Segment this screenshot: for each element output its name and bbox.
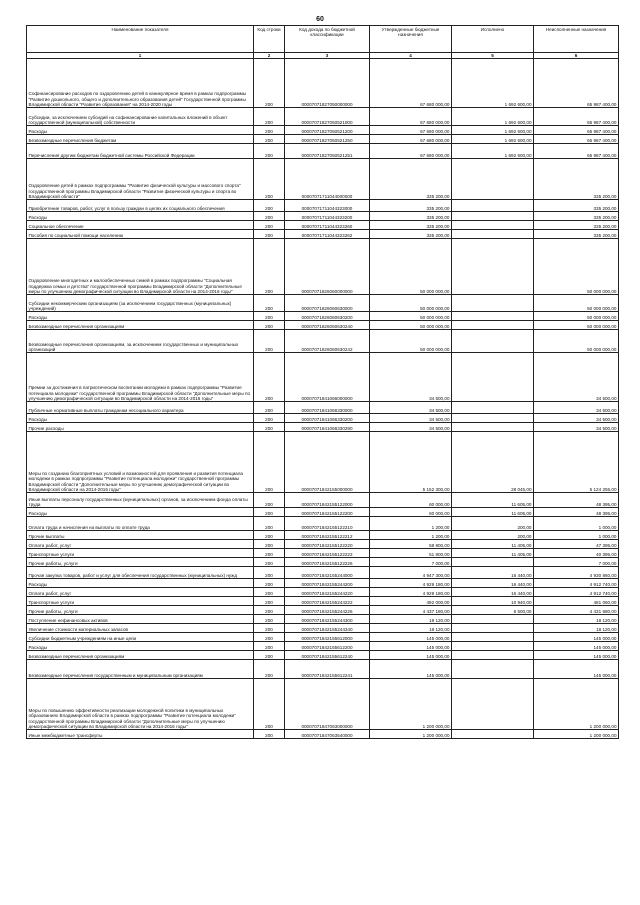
row-remaining-cell: 65 987 400,00 [534,108,619,126]
row-executed-cell [452,730,534,739]
row-executed-cell [452,221,534,230]
table-row [27,517,619,531]
row-remaining-cell: 50 000 000,00 [534,295,619,312]
table-row [27,642,619,651]
row-remaining-cell: 65 987 400,00 [534,144,619,159]
row-name-cell: Прочая закупка товаров, работ и услуг для обеспечения государственных (муниципальных) нужд [27,567,254,579]
table-row [27,588,619,597]
row-classification-cell: 00007071842155244220 [285,588,370,597]
row-code-cell: 200 [254,414,285,423]
row-code-cell: 200 [254,212,285,221]
table-row [27,531,619,540]
table-row [27,200,619,212]
column-number: 3 [285,53,370,59]
row-approved-cell: 60 000,00 [370,508,452,517]
row-name-cell: Оздоровление детей в рамках подпрограммы "Развитие физической культуры и массового спорта" государственной программы Владимирской области "Развитие физической культуры и спорта во Владимирской области" [27,159,254,200]
row-remaining-cell: 34 500,00 [534,414,619,423]
row-approved-cell: 50 000 000,00 [370,312,452,321]
row-executed-cell: 5 500,00 [452,606,534,615]
table-row [27,239,619,295]
row-remaining-cell: 5 124 255,00 [534,432,619,493]
table-row [27,660,619,679]
row-executed-cell [452,679,534,730]
header-indicator-name: Наименование показателя [27,26,254,53]
table-row [27,353,619,402]
row-remaining-cell: 145 000,00 [534,642,619,651]
table-row [27,432,619,493]
row-remaining-cell: 18 120,00 [534,615,619,624]
row-executed-cell [452,423,534,432]
row-name-cell: Поступление нефинансовых активов [27,615,254,624]
table-row [27,108,619,126]
row-approved-cell: 1 200,00 [370,531,452,540]
table-row [27,295,619,312]
row-executed-cell [452,212,534,221]
table-row [27,493,619,508]
row-remaining-cell: 4 930 860,00 [534,567,619,579]
row-classification-cell: 00007071842155122200 [285,508,370,517]
row-classification-cell: 00007071842155612240 [285,651,370,660]
row-code-cell: 200 [254,660,285,679]
row-name-cell: Безвозмездные перечисления организациям, за исключением государственных и муниципальных организаций [27,330,254,353]
header-income-code: Код дохода по бюджетной классификации [285,26,370,53]
table-row [27,540,619,549]
row-name-cell: Расходы [27,126,254,135]
row-name-cell: Оплата работ, услуг [27,588,254,597]
row-classification-cell: 00007071711044323000 [285,200,370,212]
row-approved-cell: 5 152 300,00 [370,432,452,493]
row-remaining-cell: 65 987 400,00 [534,135,619,144]
row-classification-cell: 00007071827050521000 [285,108,370,126]
row-remaining-cell: 1 000,00 [534,517,619,531]
table-row [27,679,619,730]
row-executed-cell: 200,00 [452,531,534,540]
page-number: 60 [316,16,324,23]
row-remaining-cell: 65 987 400,00 [534,59,619,108]
row-classification-cell: 00007071842155612200 [285,642,370,651]
row-executed-cell [452,615,534,624]
row-name-cell: Расходы [27,312,254,321]
header-approved: Утвержденные бюджетные назначения [370,26,452,53]
row-remaining-cell: 48 395,00 [534,508,619,517]
table-row [27,633,619,642]
table-row [27,423,619,432]
row-classification-cell: 00007071826060630242 [285,330,370,353]
row-name-cell: Расходы [27,642,254,651]
row-executed-cell: 1 692 600,00 [452,135,534,144]
table-row [27,549,619,558]
row-remaining-cell: 145 000,00 [534,660,619,679]
row-code-cell: 200 [254,312,285,321]
row-name-cell: Приобретение товаров, работ, услуг в пользу граждан в целях их социального обеспечения [27,200,254,212]
row-executed-cell [452,295,534,312]
row-executed-cell: 1 692 600,00 [452,144,534,159]
table-row [27,330,619,353]
row-code-cell: 200 [254,606,285,615]
row-classification-cell: 00007071841066330200 [285,414,370,423]
row-remaining-cell: 50 000 000,00 [534,321,619,330]
row-name-cell: Расходы [27,414,254,423]
row-classification-cell: 00007071826060630200 [285,312,370,321]
row-classification-cell: 00007071827050000000 [285,59,370,108]
row-remaining-cell: 145 000,00 [534,633,619,642]
row-code-cell: 200 [254,615,285,624]
row-remaining-cell: 4 912 740,00 [534,579,619,588]
row-code-cell: 200 [254,230,285,239]
row-code-cell: 200 [254,651,285,660]
row-approved-cell: 18 120,00 [370,615,452,624]
row-name-cell: Софинансирование расходов по оздоровлению детей в каникулярное время в рамках подпрограммы "Развитие дошкольного, общего и дополнительного образования детей" Государственной программы Владимирской области "Развитие образования" на 2014-2020 годы [27,59,254,108]
row-code-cell: 200 [254,624,285,633]
row-name-cell: Премии за достижения в патриотическом воспитании молодежи в рамках подпрограммы "Развитие потенциала молодежи" государственной программы Владимирской области "Дополнительные меры по улучшению демографической ситуации во Владимирской области на 2014-2016 годы" [27,353,254,402]
row-approved-cell: 335 200,00 [370,221,452,230]
column-number: 5 [452,53,534,59]
table-row [27,144,619,159]
row-name-cell: Расходы [27,579,254,588]
row-code-cell: 200 [254,330,285,353]
row-remaining-cell: 4 431 680,00 [534,606,619,615]
row-name-cell: Прочие выплаты [27,531,254,540]
row-classification-cell: 00007071841066000000 [285,353,370,402]
table-row [27,230,619,239]
row-approved-cell: 335 200,00 [370,230,452,239]
row-classification-cell: 00007071842155122212 [285,531,370,540]
row-classification-cell: 00007071842155122000 [285,493,370,508]
row-code-cell: 200 [254,642,285,651]
row-approved-cell: 335 200,00 [370,212,452,221]
row-code-cell: 200 [254,679,285,730]
row-name-cell: Прочие работы, услуги [27,606,254,615]
row-classification-cell: 00007071842155612000 [285,633,370,642]
row-classification-cell: 00007071841066330000 [285,402,370,414]
table-row [27,730,619,739]
row-classification-cell: 00007071847063540000 [285,730,370,739]
row-executed-cell: 1 692 600,00 [452,108,534,126]
row-executed-cell: 11 405,00 [452,549,534,558]
table-row [27,615,619,624]
row-remaining-cell: 50 000 000,00 [534,330,619,353]
row-remaining-cell: 34 500,00 [534,423,619,432]
row-executed-cell [452,200,534,212]
row-executed-cell [452,230,534,239]
row-remaining-cell: 335 200,00 [534,212,619,221]
table-row [27,135,619,144]
row-executed-cell: 11 405,00 [452,540,534,549]
row-classification-cell: 00007071842155244000 [285,567,370,579]
row-approved-cell: 1 200 000,00 [370,679,452,730]
row-remaining-cell: 145 000,00 [534,651,619,660]
column-number: 2 [254,53,285,59]
table-row [27,624,619,633]
row-classification-cell: 00007071842155244300 [285,615,370,624]
row-classification-cell: 00007071842155244340 [285,624,370,633]
row-approved-cell: 7 000,00 [370,558,452,567]
row-classification-cell: 00007071842155244200 [285,579,370,588]
row-remaining-cell: 1 000,00 [534,531,619,540]
row-classification-cell: 00007071842155244226 [285,606,370,615]
row-name-cell: Транспортные услуги [27,549,254,558]
row-executed-cell: 1 692 600,00 [452,59,534,108]
row-approved-cell: 4 929 180,00 [370,579,452,588]
row-approved-cell: 50 000 000,00 [370,321,452,330]
row-name-cell: Безвозмездные перечисления организациям [27,321,254,330]
row-name-cell: Оздоровление многодетных и малообеспеченных семей в рамках подпрограммы "Социальная поддержка семьи и детства" государственной программы Владимирской области "Дополнительные меры по улучшению демографической ситуации во Владимирской области на 2014-2016 годы" [27,239,254,295]
row-remaining-cell: 34 500,00 [534,402,619,414]
row-code-cell: 200 [254,402,285,414]
table-row [27,312,619,321]
row-approved-cell: 34 500,00 [370,402,452,414]
row-code-cell: 200 [254,730,285,739]
row-remaining-cell: 50 000 000,00 [534,312,619,321]
table-row [27,221,619,230]
table-row [27,414,619,423]
row-approved-cell: 67 680 000,00 [370,126,452,135]
row-remaining-cell: 47 395,00 [534,540,619,549]
row-remaining-cell: 335 200,00 [534,200,619,212]
row-classification-cell: 00007071842155122226 [285,558,370,567]
table-row [27,597,619,606]
row-remaining-cell: 1 200 000,00 [534,679,619,730]
row-name-cell: Иные выплаты персоналу государственных (муниципальных) органов, за исключением фонда оплаты труда [27,493,254,508]
row-remaining-cell: 40 395,00 [534,549,619,558]
row-classification-cell: 00007071711044323200 [285,212,370,221]
row-name-cell: Увеличение стоимости материальных запасов [27,624,254,633]
row-classification-cell: 00007071827050521251 [285,144,370,159]
row-executed-cell: 1 692 600,00 [452,126,534,135]
row-approved-cell: 4 929 180,00 [370,588,452,597]
row-remaining-cell: 7 000,00 [534,558,619,567]
row-remaining-cell: 335 200,00 [534,221,619,230]
row-executed-cell [452,159,534,200]
row-classification-cell: 00007071842155612241 [285,660,370,679]
row-classification-cell: 00007071711044000000 [285,159,370,200]
row-remaining-cell: 34 500,00 [534,353,619,402]
row-executed-cell [452,312,534,321]
row-approved-cell: 50 000 000,00 [370,239,452,295]
row-code-cell: 200 [254,423,285,432]
row-approved-cell: 18 120,00 [370,624,452,633]
row-executed-cell: 200,00 [452,517,534,531]
row-name-cell: Прочие работы, услуги [27,558,254,567]
row-executed-cell: 28 045,00 [452,432,534,493]
header-remaining: Неисполненные назначения [534,26,619,53]
row-approved-cell: 58 800,00 [370,540,452,549]
row-executed-cell: 16 440,00 [452,588,534,597]
row-approved-cell: 67 680 000,00 [370,135,452,144]
row-code-cell: 200 [254,239,285,295]
row-name-cell: Субсидии, за исключением субсидий на софинансирование капитальных вложений в объект государственной (муниципальной) собственности [27,108,254,126]
row-name-cell: Транспортные услуги [27,597,254,606]
row-approved-cell: 60 000,00 [370,493,452,508]
row-approved-cell: 51 800,00 [370,549,452,558]
row-remaining-cell: 1 200 000,00 [534,730,619,739]
row-executed-cell: 11 605,00 [452,493,534,508]
row-approved-cell: 50 000 000,00 [370,330,452,353]
row-name-cell: Оплата труда и начисления на выплаты по оплате труда [27,517,254,531]
row-remaining-cell: 335 200,00 [534,230,619,239]
row-classification-cell: 00007071842155000000 [285,432,370,493]
row-approved-cell: 67 680 000,00 [370,108,452,126]
row-name-cell: Пособия по социальной помощи населению [27,230,254,239]
row-classification-cell: 00007071711044323260 [285,221,370,230]
row-executed-cell [452,651,534,660]
row-code-cell: 200 [254,353,285,402]
row-name-cell: Безвозмездные перечисления бюджетам [27,135,254,144]
row-approved-cell: 34 500,00 [370,353,452,402]
table-row [27,579,619,588]
row-remaining-cell: 335 200,00 [534,159,619,200]
row-executed-cell [452,624,534,633]
row-approved-cell: 335 200,00 [370,200,452,212]
row-approved-cell: 34 500,00 [370,423,452,432]
row-executed-cell [452,321,534,330]
row-approved-cell: 1 200,00 [370,517,452,531]
row-executed-cell [452,402,534,414]
row-name-cell: Меры по повышению эффективности реализации молодежной политики в муниципальных образованиях Владимирской области в рамках подпрограммы "Развитие потенциала молодежи" государственной программы Владимирской области "Дополнительные меры по улучшению демографической ситуации во Владимирской области на 2014-2016 годы" [27,679,254,730]
table-row [27,508,619,517]
table-row [27,159,619,200]
row-classification-cell: 00007071842155122220 [285,540,370,549]
row-classification-cell: 00007071711044323262 [285,230,370,239]
row-executed-cell: 10 940,00 [452,597,534,606]
header-executed: Исполнено [452,26,534,53]
row-code-cell: 200 [254,159,285,200]
row-classification-cell: 00007071842155122210 [285,517,370,531]
row-approved-cell: 145 000,00 [370,651,452,660]
row-code-cell: 200 [254,432,285,493]
row-remaining-cell: 18 120,00 [534,624,619,633]
row-approved-cell: 492 000,00 [370,597,452,606]
table-row [27,606,619,615]
row-code-cell: 200 [254,108,285,126]
row-name-cell: Безвозмездные перечисления государственным и муниципальным организациям [27,660,254,679]
row-code-cell: 200 [254,633,285,642]
row-executed-cell [452,642,534,651]
table-row [27,567,619,579]
row-code-cell: 200 [254,221,285,230]
row-approved-cell: 50 000 000,00 [370,295,452,312]
row-classification-cell: 00007071826060630000 [285,295,370,312]
row-name-cell: Прочие расходы [27,423,254,432]
row-executed-cell [452,633,534,642]
row-code-cell: 200 [254,567,285,579]
row-code-cell: 200 [254,321,285,330]
row-classification-cell: 00007071842155244222 [285,597,370,606]
row-remaining-cell: 481 060,00 [534,597,619,606]
row-code-cell: 200 [254,144,285,159]
row-approved-cell: 145 000,00 [370,660,452,679]
row-executed-cell: 16 440,00 [452,567,534,579]
row-remaining-cell: 50 000 000,00 [534,239,619,295]
row-approved-cell: 4 947 300,00 [370,567,452,579]
row-code-cell: 200 [254,508,285,517]
row-code-cell: 200 [254,588,285,597]
row-code-cell: 200 [254,517,285,531]
column-number: 6 [534,53,619,59]
row-approved-cell: 4 437 180,00 [370,606,452,615]
row-remaining-cell: 48 395,00 [534,493,619,508]
row-executed-cell [452,353,534,402]
table-row [27,558,619,567]
row-executed-cell [452,414,534,423]
row-classification-cell: 00007071847063000000 [285,679,370,730]
row-code-cell: 200 [254,295,285,312]
row-name-cell: Субсидии некоммерческим организациям (за исключением государственных (муниципальных) учреждений) [27,295,254,312]
row-approved-cell: 1 200 000,00 [370,730,452,739]
row-classification-cell: 00007071842155122222 [285,549,370,558]
row-executed-cell [452,330,534,353]
row-approved-cell: 67 680 000,00 [370,59,452,108]
row-code-cell: 200 [254,200,285,212]
row-executed-cell: 16 440,00 [452,579,534,588]
row-name-cell: Безвозмездные перечисления организациям [27,651,254,660]
row-name-cell: Расходы [27,508,254,517]
row-code-cell: 200 [254,135,285,144]
table-row [27,126,619,135]
row-code-cell: 200 [254,493,285,508]
row-executed-cell: 11 605,00 [452,508,534,517]
budget-report-table [26,25,619,739]
row-code-cell: 200 [254,540,285,549]
row-code-cell: 200 [254,59,285,108]
row-remaining-cell: 65 987 400,00 [534,126,619,135]
row-name-cell: Субсидии бюджетным учреждениям на иные цели [27,633,254,642]
table-header-row [27,26,619,53]
column-number: 1 [27,53,254,59]
row-approved-cell: 34 500,00 [370,414,452,423]
table-row [27,402,619,414]
row-name-cell: Иные межбюджетные трансферты [27,730,254,739]
row-name-cell: Оплата работ, услуг [27,540,254,549]
row-name-cell: Меры по созданию благоприятных условий и возможностей для проявления и развития потенциала молодежи в рамках подпрограммы "Развитие потенциала молодежи" государственной программы Владимирской области "Дополнительные меры по улучшению демографической ситуации во Владимирской области на 2014-2016 годы" [27,432,254,493]
row-code-cell: 200 [254,558,285,567]
row-executed-cell [452,239,534,295]
row-code-cell: 200 [254,531,285,540]
row-name-cell: Публичные нормативные выплаты гражданам несоциального характера [27,402,254,414]
row-name-cell: Социальное обеспечение [27,221,254,230]
row-classification-cell: 00007071826060000000 [285,239,370,295]
row-approved-cell: 145 000,00 [370,633,452,642]
row-code-cell: 200 [254,597,285,606]
table-body [27,59,619,739]
table-row [27,212,619,221]
row-approved-cell: 67 680 000,00 [370,144,452,159]
row-code-cell: 200 [254,126,285,135]
header-row-code: Код строки [254,26,285,53]
row-classification-cell: 00007071826060630240 [285,321,370,330]
row-remaining-cell: 4 912 740,00 [534,588,619,597]
column-number: 4 [370,53,452,59]
row-executed-cell [452,558,534,567]
row-name-cell: Расходы [27,212,254,221]
row-executed-cell [452,660,534,679]
row-approved-cell: 145 000,00 [370,642,452,651]
row-name-cell: Перечисления другим бюджетам бюджетной системы Российской Федерации [27,144,254,159]
row-code-cell: 200 [254,549,285,558]
row-code-cell: 200 [254,579,285,588]
table-row [27,321,619,330]
row-classification-cell: 00007071827050521200 [285,126,370,135]
row-approved-cell: 335 200,00 [370,159,452,200]
table-row [27,651,619,660]
row-classification-cell: 00007071841066330290 [285,423,370,432]
table-row [27,59,619,108]
row-classification-cell: 00007071827050521250 [285,135,370,144]
